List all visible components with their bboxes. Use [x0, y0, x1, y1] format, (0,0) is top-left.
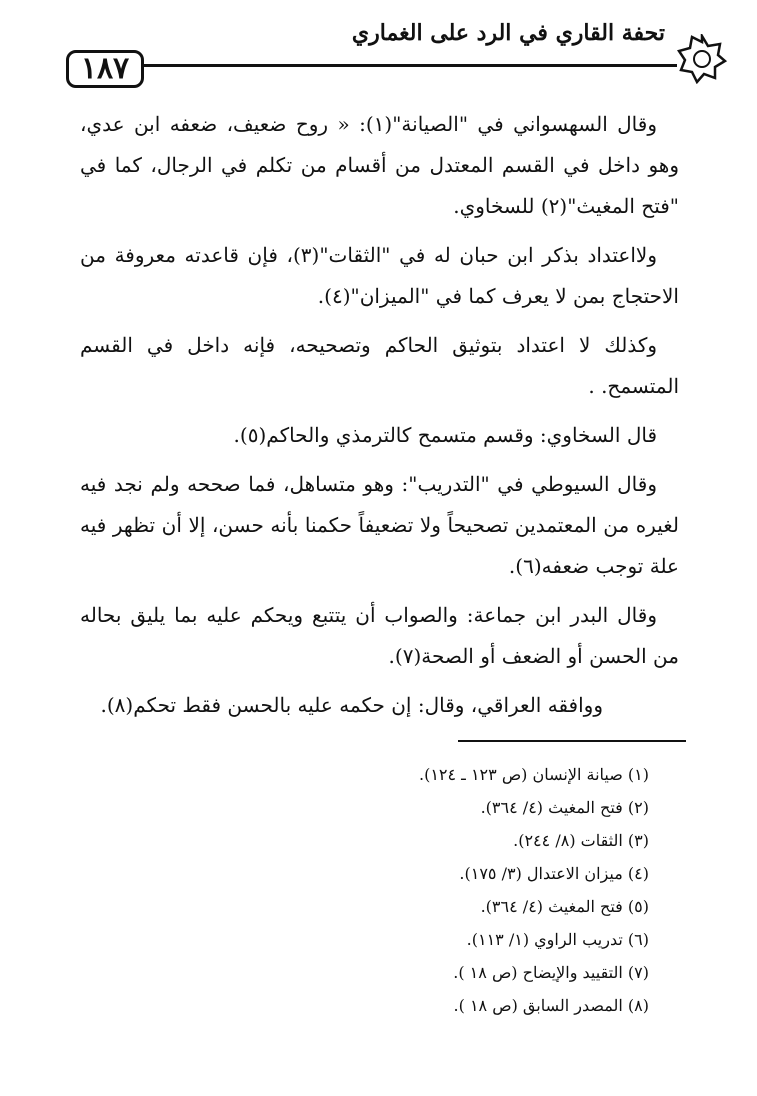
footnote-7: (٧) التقييد والإيضاح (ص ١٨ ). — [453, 963, 649, 982]
paragraph-4: قال السخاوي: وقسم متسمح كالترمذي والحاكم(٥). — [233, 423, 657, 447]
main-text — [80, 104, 679, 734]
paragraph-2: ولااعتداد بذكر ابن حبان له في "الثقات"(٣)، فإن قاعدته معروفة من الاحتجاج بمن لا يعرف كما في "الميزان"(٤). — [80, 243, 679, 308]
book-title: تحفة القاري في الرد على الغماري — [351, 20, 665, 46]
footnote-4: (٤) ميزان الاعتدال (٣/ ١٧٥). — [459, 864, 649, 883]
footnote-separator — [458, 740, 686, 742]
page-header — [0, 0, 757, 100]
paragraph-5: وقال السيوطي في "التدريب": وهو متساهل، فما صححه ولم نجد فيه لغيره من المعتمدين تصحيحاً ولا تضعيفاً حكمنا بأنه حسن، إلا أن تظهر فيه علة توجب ضعفه(٦). — [80, 472, 679, 578]
footnote-3: (٣) الثقات (٨/ ٢٤٤). — [513, 831, 649, 850]
paragraph-1: وقال السهسواني في "الصيانة"(١): « روح ضعيف، ضعفه ابن عدي، وهو داخل في القسم المعتدل من أقسام من تكلم في الرجال، كما في "فتح المغيث"(٢) للسخاوي. — [80, 112, 679, 218]
footnote-5: (٥) فتح المغيث (٤/ ٣٦٤). — [480, 897, 649, 916]
header-rule — [144, 64, 677, 67]
footnote-6: (٦) تدريب الراوي (١/ ١١٣). — [466, 930, 649, 949]
footnote-1: (١) صيانة الإنسان (ص ١٢٣ ـ ١٢٤). — [418, 765, 649, 784]
paragraph-7: ووافقه العراقي، وقال: إن حكمه عليه بالحسن فقط تحكم(٨). — [100, 693, 603, 717]
footnote-2: (٢) فتح المغيث (٤/ ٣٦٤). — [480, 798, 649, 817]
paragraph-3: وكذلك لا اعتداد بتوثيق الحاكم وتصحيحه، فإنه داخل في القسم المتسمح. . — [80, 333, 679, 398]
footnote-8: (٨) المصدر السابق (ص ١٨ ). — [453, 996, 649, 1015]
page-number: ١٨٧ — [66, 50, 144, 88]
star-ornament-icon — [677, 34, 727, 84]
footnotes-list — [359, 758, 679, 1022]
paragraph-6: وقال البدر ابن جماعة: والصواب أن يتتبع ويحكم عليه بما يليق بحاله من الحسن أو الضعف أو الصحة(٧). — [80, 603, 679, 668]
